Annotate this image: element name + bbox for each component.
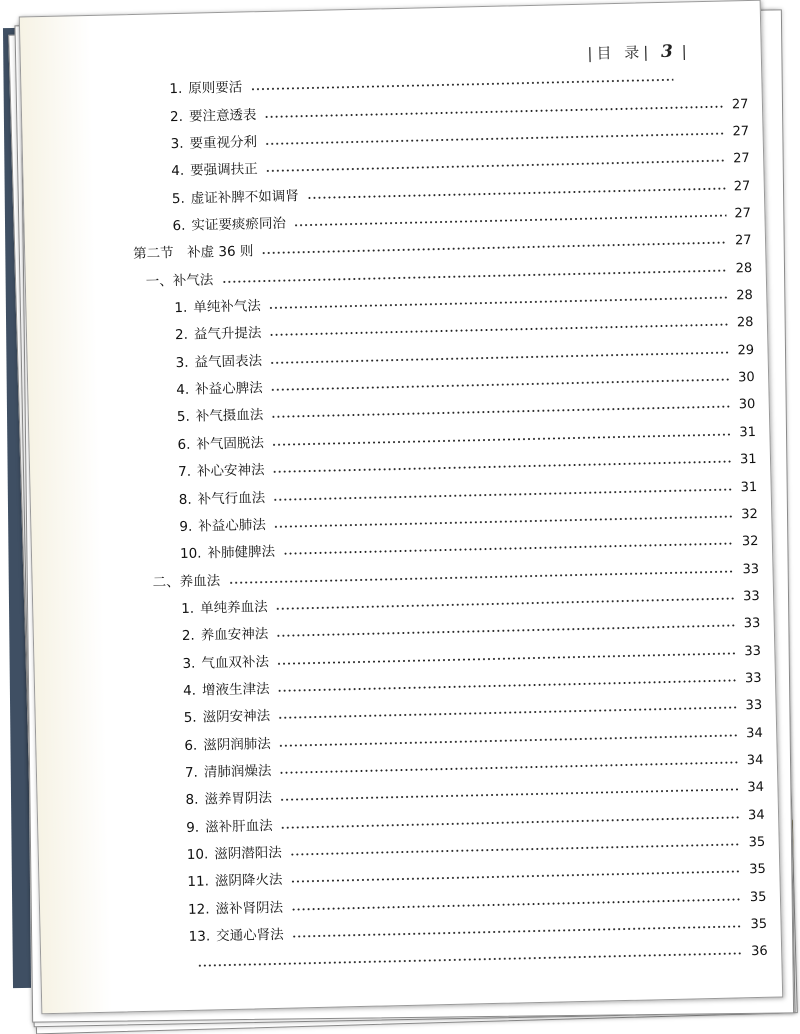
toc-entry-title: 二、养血法 [152,572,221,591]
toc-entry-number: 1. [181,600,195,617]
toc-entry-title: 一、补气法 [145,271,214,290]
toc-entry-label [180,540,283,562]
toc-page-number: 30 [738,397,756,413]
toc-page-number: 27 [733,178,751,195]
toc-page-number: 28 [736,288,754,304]
toc-entry-label [181,595,276,617]
toc-entry-number: 10. [179,545,202,563]
toc-entry-title: 补心安神法 [196,462,265,480]
toc-entry-number: 2. [169,108,184,125]
toc-entry-number: 7. [177,463,192,481]
toc-page-number: 28 [736,315,754,331]
toc-entry-title: 要重视分利 [189,134,258,152]
toc-entry-number: 12. [187,901,210,918]
toc-entry-label [175,349,270,371]
toc-page-number: 27 [734,206,752,222]
toc-entry-number: 4. [171,163,185,180]
toc-page-number: 35 [750,916,768,933]
toc-entry-number: 1. [169,81,183,98]
toc-entry-number: 2. [181,627,195,645]
toc-page-number: 28 [735,260,753,277]
toc-entry-label [169,76,250,98]
toc-entry-label [188,923,291,945]
toc-entry-number: 9. [179,518,193,535]
header-page-number: 3 [660,41,674,62]
toc-entry-title: 虚证补脾不如调肾 [190,187,299,207]
toc-entry-number: 3. [182,655,196,672]
toc-page-number: 35 [749,862,767,878]
toc-entry-number: 10. [186,846,209,863]
toc-entry-title: 滋阴潜阳法 [214,844,282,863]
toc-page-number: 33 [743,616,761,632]
toc-page-number: 34 [746,725,763,741]
toc-entry-title: 补气固脱法 [196,434,265,453]
toc-entry-label [172,211,294,234]
toc-entry-number: 11. [187,873,210,891]
toc-entry-label [178,458,273,480]
toc-entry-title: 交通心肾法 [215,926,284,945]
toc-page-number: 35 [748,834,766,851]
toc-page-number: 33 [745,698,763,714]
toc-page-number: 32 [741,506,758,523]
toc-entry-label [170,130,265,152]
toc-entry-number: 4. [176,381,190,399]
toc-entry-title: 第二节 补虚 36 则 [133,243,254,263]
toc-page-number: 31 [739,424,757,441]
toc-entry-number: 9. [186,819,200,836]
toc-entry-title: 益气固表法 [194,352,263,371]
toc-entry-label [184,731,279,753]
toc-entry-number: 8. [178,491,192,508]
toc-entry-label [186,813,281,835]
toc-entry-title: 原则要活 [188,79,243,98]
toc-entry-label [174,294,269,316]
toc-page-number: 31 [739,452,757,468]
toc-page-number: 32 [741,534,759,550]
toc-entry-number: 5. [183,709,197,727]
toc-entry-label [183,704,278,726]
toc-entry-label [177,403,272,425]
toc-entry-title: 滋补肝血法 [204,817,273,836]
toc-entry-title: 补气行血法 [197,489,266,508]
toc-page-number: 27 [734,233,752,249]
toc-entry-label [170,103,265,125]
toc-entry-label [146,268,222,290]
toc-entry-label [183,677,278,699]
toc-entry-number: 1. [174,299,188,317]
toc-entry-title: 益气升提法 [193,325,262,344]
toc-entry-label [187,868,290,890]
toc-page-number: 33 [742,561,760,577]
toc-entry-label [176,376,271,398]
toc-page-number: 33 [742,588,760,605]
toc-entry-title: 要强调扶正 [190,161,258,180]
running-header: |目 录| 3 | [587,41,691,63]
toc-entry-title: 气血双补法 [201,653,270,672]
toc-entry-number: 2. [174,327,189,344]
toc-page-number: 34 [747,780,765,796]
toc-entry-number: 5. [176,409,190,426]
toc-entry-number: 3. [175,354,189,371]
toc-entry-label [187,841,290,863]
toc-page-number: 35 [749,889,767,905]
toc-entry-label [185,786,280,808]
toc-page-number: 36 [751,944,768,960]
toc-page-number: 34 [746,752,764,769]
toc-entry-title: 滋养胃阴法 [204,790,273,808]
toc-entry-label [175,321,270,343]
toc-entry-title: 滋阴安神法 [202,708,271,726]
toc-entry-title: 养血安神法 [200,626,269,644]
toc-entry-label [188,895,291,917]
toc-page-number: 34 [747,807,765,823]
toc-entry-title: 补肺健脾法 [207,544,276,562]
toc-entry-title: 滋阴降火法 [214,872,283,890]
toc-entry-title: 实证要痰瘀同治 [191,215,287,234]
toc-page-number: 33 [744,670,762,687]
toc-entry-number: 4. [182,682,197,699]
toc-page-number: 27 [732,124,750,140]
toc-entry-title: 补益心脾法 [194,380,263,398]
toc-page-number: 27 [731,96,749,113]
toc-entry-label [171,157,266,179]
toc-page-number: 27 [733,151,750,167]
toc-entry-number: 6. [184,737,198,754]
table-of-contents [21,57,781,976]
toc-entry-title: 滋阴润肺法 [203,735,271,754]
header-title: 目 录 [596,43,644,63]
toc-entry-label [182,622,277,644]
toc-entry-title: 增液生津法 [201,680,270,699]
toc-entry-number: 6. [177,436,191,453]
toc-entry-title: 补气摄血法 [195,407,264,426]
toc-entry-label [182,649,277,671]
toc-dot-leader [197,953,743,967]
toc-entry-number: 6. [172,217,186,235]
toc-entry-label [179,485,274,507]
toc-entry-label [152,568,228,590]
toc-entry-label [177,431,272,453]
toc-entry-title: 单纯养血法 [199,598,268,617]
toc-entry-title: 补益心肺法 [198,516,266,535]
toc-entry-number: 13. [188,928,211,945]
toc-page-number: 29 [737,342,755,359]
toc-entry-title: 滋补肾阴法 [215,899,284,917]
toc-page-number: 31 [740,479,758,495]
toc-entry-number: 5. [171,190,186,207]
toc-entry-number: 7. [184,764,199,781]
toc-page [19,0,783,1014]
toc-entry-title: 要注意透表 [188,106,257,125]
toc-entry-number: 3. [170,135,184,153]
toc-entry-title: 清肺润燥法 [203,762,272,781]
toc-page-number: 33 [744,643,762,659]
toc-entry-label [185,759,280,781]
toc-entry-label [179,513,274,535]
toc-page-number: 30 [737,370,755,386]
toc-entry-number: 8. [185,791,199,809]
toc-entry-title: 单纯补气法 [193,298,261,316]
